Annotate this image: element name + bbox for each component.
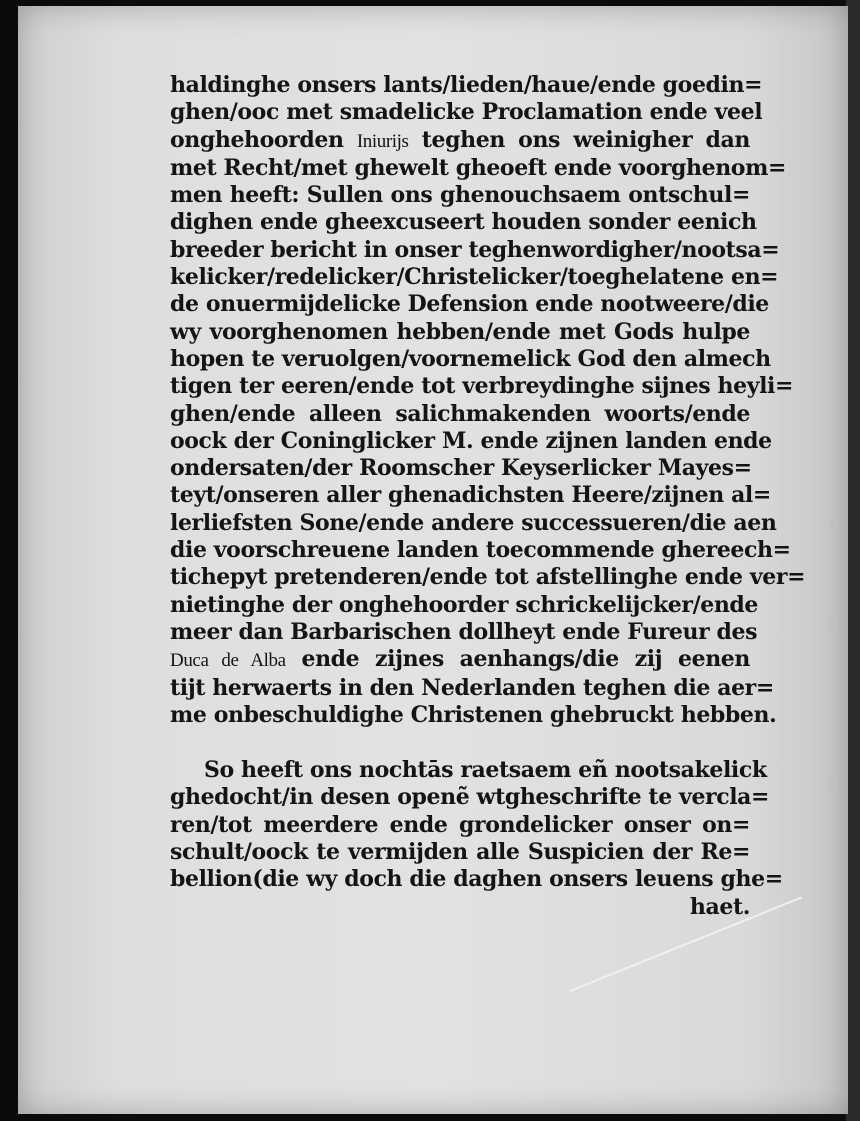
text-line: tichepyt pretenderen/ende tot afstellinghe ende ver= — [170, 564, 806, 591]
text-line: kelicker/redelicker/Christelicker/toeghelatene en= — [170, 264, 779, 291]
text-line: haldinghe onsers lants/lieden/haue/ende goedin= — [170, 72, 763, 98]
text-line: oock der Coninglicker M. ende zijnen landen ende — [170, 427, 772, 454]
text-line: tijt herwaerts in den Nederlanden teghen die aer= — [170, 674, 774, 701]
text-line: de onuermijdelicke Defension ende nootweere/die — [170, 291, 769, 318]
text-line: me onbeschuldighe Christenen ghebruckt hebben. — [170, 701, 777, 728]
text-line: ghen/ende alleen salichmakenden woorts/ende — [170, 400, 750, 427]
text-line: hopen te veruolgen/voornemelick God den almech — [170, 345, 771, 372]
text-line: breeder bericht in onser teghenwordigher/nootsa= — [170, 236, 780, 263]
text-line: ghedocht/in desen openẽ wtgheschrifte te vercla= — [170, 784, 770, 811]
text-line: meer dan Barbarischen dollheyt ende Fureur des — [170, 618, 758, 645]
text-line: wy voorghenomen hebben/ende met Gods hulpe — [170, 318, 750, 345]
paragraph-2 — [170, 757, 783, 921]
paragraph-1 — [170, 72, 806, 729]
text-line: So heeft ons nochtās raetsaem eñ nootsakelick — [204, 757, 767, 784]
text-line: men heeft: Sullen ons ghenouchsaem ontschul= — [170, 182, 750, 209]
text-line: die voorschreuene landen toecommende ghereech= — [170, 537, 791, 564]
catchword: haet. — [689, 893, 750, 920]
binding-hole — [830, 620, 838, 628]
latin-term: Iniurijs — [356, 130, 409, 152]
text-line: ghen/ooc met smadelicke Proclamation ende veel — [170, 99, 763, 126]
text-fragment: onghehoorden — [170, 126, 344, 153]
adjacent-page-edge — [846, 0, 860, 1121]
text-line: lerliefsten Sone/ende andere successueren/die aen — [170, 509, 777, 536]
text-line — [170, 127, 750, 155]
text-fragment: teghen ons weinigher dan — [421, 126, 750, 153]
text-line: nietinghe der onghehoorder schrickelijcker/ende — [170, 591, 759, 618]
text-line: teyt/onseren aller ghenadichsten Heere/zijnen al= — [170, 482, 771, 509]
binding-hole — [830, 520, 838, 528]
text-line: tigen ter eeren/ende tot verbreydinghe sijnes heyli= — [170, 373, 794, 400]
text-line: dighen ende gheexcuseert houden sonder eenich — [170, 209, 757, 236]
text-line: ondersaten/der Roomscher Keyserlicker Mayes= — [170, 455, 752, 482]
name-term: Duca de Alba — [170, 650, 286, 672]
text-line: bellion(die wy doch die daghen onsers leuens ghe= — [170, 866, 783, 893]
text-line — [170, 646, 750, 674]
text-line: schult/oock te vermijden alle Suspicien der Re= — [170, 839, 750, 866]
body-text — [170, 72, 806, 921]
binding-hole — [830, 780, 838, 788]
text-line: met Recht/met ghewelt gheoeft ende voorghenom= — [170, 154, 786, 181]
text-line: ren/tot meerdere ende grondelicker onser on= — [170, 811, 750, 838]
text-fragment: ende zijnes aenhangs/die zij eenen — [301, 646, 750, 673]
